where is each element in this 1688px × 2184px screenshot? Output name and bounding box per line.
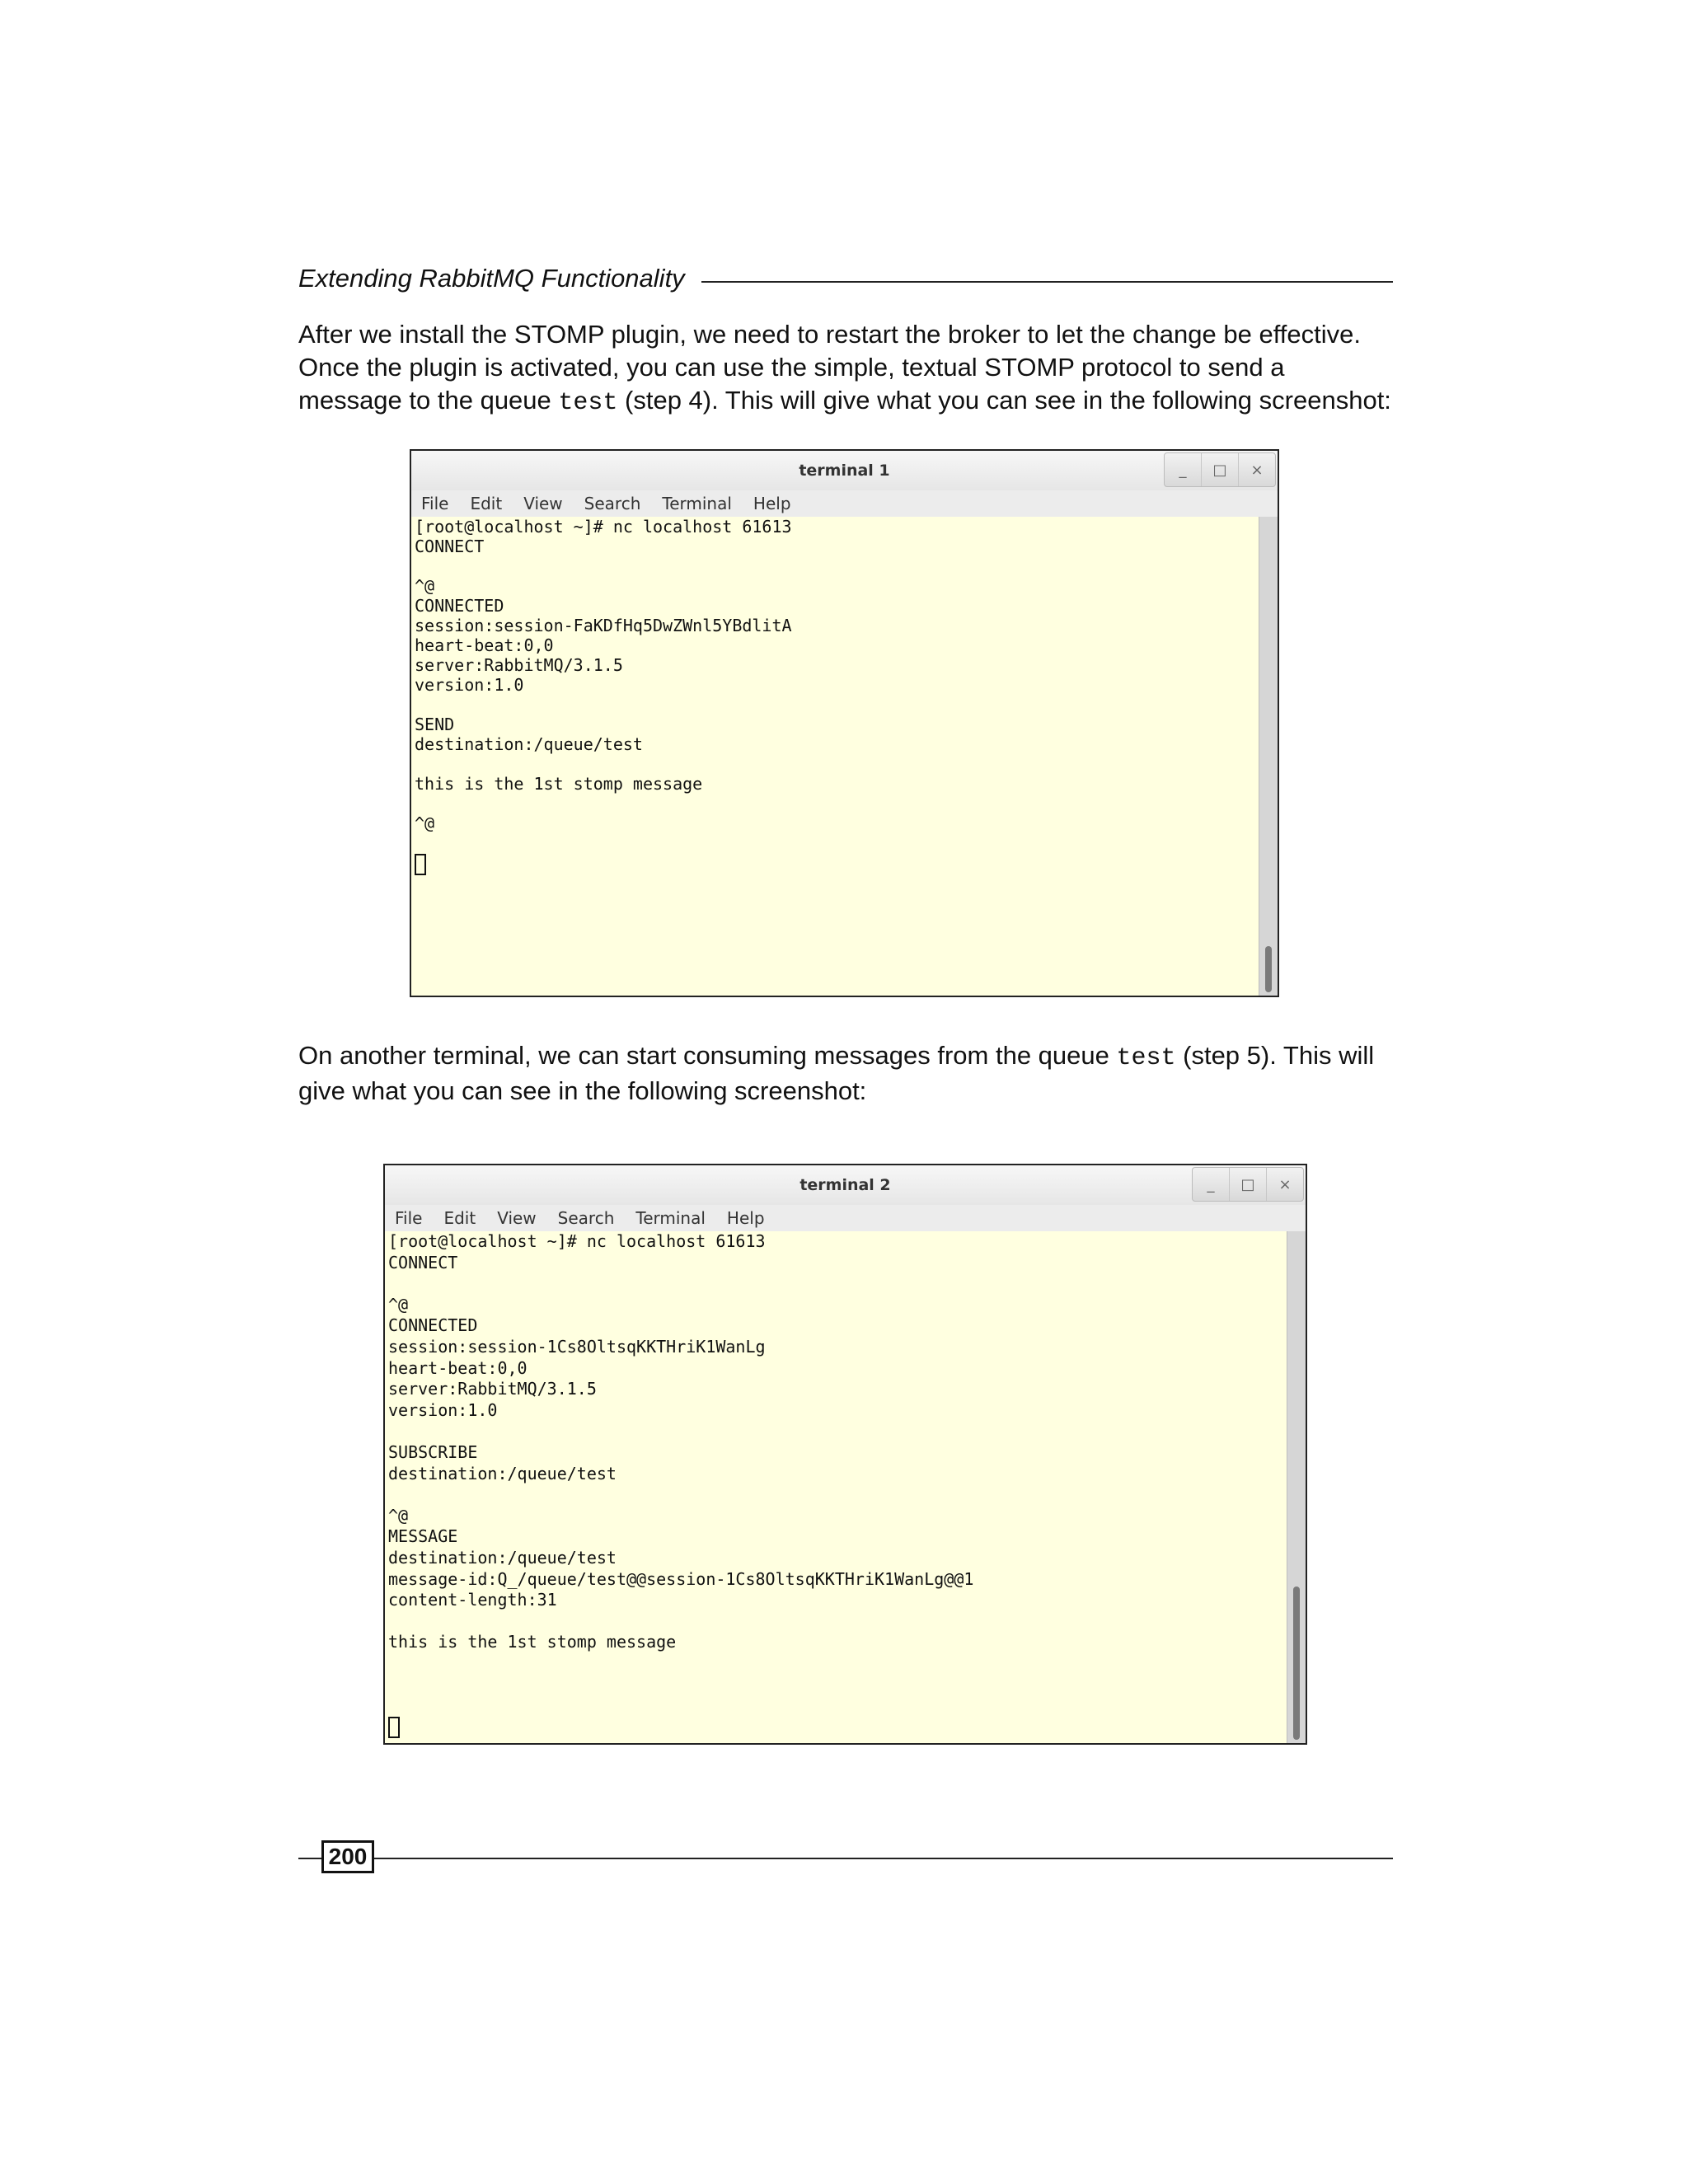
menu-file[interactable]: File [395,1208,423,1228]
terminal-line [411,754,1259,774]
page-footer [298,1840,1393,1877]
terminal-line [385,1695,1287,1717]
terminal-line: message-id:Q_/queue/test@@session-1Cs8OltsqKKTHriK1WanLg@@1 [388,1568,974,1589]
terminal-2-menubar [385,1205,1306,1231]
terminal-line: server:RabbitMQ/3.1.5 [415,655,623,675]
footer-rule-left [298,1858,321,1859]
terminal-line [385,1611,1287,1633]
maximize-icon[interactable]: □ [1229,1168,1266,1201]
terminal-2-scroll-thumb[interactable] [1293,1586,1300,1740]
terminal-line: heart-beat:0,0 [388,1357,528,1378]
maximize-icon[interactable]: □ [1201,453,1238,486]
terminal-line: [root@localhost ~]# nc localhost 61613 [415,517,792,537]
terminal-line: version:1.0 [388,1399,498,1420]
terminal-line: CONNECTED [388,1315,478,1336]
terminal-line [385,1653,1287,1675]
minimize-icon[interactable]: _ [1179,461,1187,479]
terminal-line: content-length:31 [388,1590,557,1610]
menu-file[interactable]: File [421,494,449,513]
terminal-line [411,833,1259,853]
menu-help[interactable]: Help [753,494,791,513]
menu-help[interactable]: Help [726,1208,765,1228]
paragraph-intro-text-1: After we install the STOMP plugin, we need to restart the broker to let the change be effective. Once the plugin is activated, you can use the simple, textual STOMP protocol to send a message to the queue [298,320,1361,415]
terminal-line: server:RabbitMQ/3.1.5 [388,1379,597,1399]
terminal-line: destination:/queue/test [388,1547,617,1568]
terminal-1-window-controls [1164,452,1276,487]
terminal-1-title: terminal 1 [799,462,890,480]
terminal-1-scroll-thumb[interactable] [1265,946,1272,992]
terminal-2-output[interactable] [385,1231,1287,1743]
terminal-1-output[interactable] [411,517,1259,996]
terminal-line: destination:/queue/test [388,1463,617,1483]
terminal-cursor-line [411,853,1259,873]
menu-edit[interactable]: Edit [443,1208,476,1228]
close-icon[interactable]: × [1238,453,1275,486]
terminal-line [411,695,1259,715]
menu-terminal[interactable]: Terminal [635,1208,706,1228]
terminal-line: CONNECT [388,1252,458,1272]
terminal-cursor-line [385,1717,1287,1738]
terminal-line [385,1421,1287,1442]
terminal-1-titlebar[interactable] [411,451,1278,490]
close-icon[interactable]: × [1266,1168,1303,1201]
terminal-2-window-controls [1192,1167,1304,1202]
terminal-line: session:session-1Cs8OltsqKKTHriK1WanLg [388,1336,766,1357]
terminal-line: heart-beat:0,0 [415,635,554,655]
minimize-icon[interactable]: _ [1207,1175,1215,1193]
footer-rule-right [374,1858,1393,1859]
terminal-line: this is the 1st stomp message [415,774,703,794]
terminal-line: destination:/queue/test [415,734,643,754]
terminal-2-scrollbar[interactable] [1287,1231,1306,1743]
paragraph-intro [298,318,1395,419]
terminal-line: [root@localhost ~]# nc localhost 61613 [388,1231,766,1251]
terminal-line: ^@ [415,813,435,833]
terminal-window-1 [410,449,1279,997]
terminal-2-title: terminal 2 [799,1176,891,1194]
menu-search[interactable]: Search [584,494,641,513]
terminal-line: this is the 1st stomp message [388,1632,677,1652]
terminal-line: ^@ [388,1505,409,1526]
paragraph-consume-text-2: (step 5). This will give what you can see in the following screenshot: [298,1041,1375,1105]
terminal-line: ^@ [388,1294,409,1315]
terminal-line: MESSAGE [388,1526,458,1547]
terminal-1-scrollbar[interactable] [1259,517,1278,996]
terminal-line [385,1273,1287,1295]
terminal-line: ^@ [415,576,435,596]
page-number: 200 [321,1840,374,1873]
terminal-cursor [388,1717,400,1738]
menu-search[interactable]: Search [557,1208,615,1228]
inline-code-test: test [558,389,618,417]
menu-edit[interactable]: Edit [470,494,503,513]
terminal-line: CONNECT [415,537,485,556]
terminal-line [411,794,1259,813]
terminal-line: SUBSCRIBE [388,1441,478,1462]
paragraph-intro-text-2: (step 4). This will give what you can see in the following screenshot: [617,386,1391,415]
terminal-line: CONNECTED [415,596,504,616]
terminal-2-titlebar[interactable] [385,1165,1306,1205]
terminal-line [385,1674,1287,1695]
menu-terminal[interactable]: Terminal [662,494,732,513]
header-rule [701,281,1393,283]
menu-view[interactable]: View [523,494,563,513]
inline-code-test: test [1116,1044,1176,1072]
menu-view[interactable]: View [497,1208,537,1228]
paragraph-consume [298,1039,1395,1108]
chapter-title: Extending RabbitMQ Functionality [298,264,685,293]
terminal-line: version:1.0 [415,675,524,695]
terminal-cursor [415,854,426,875]
paragraph-consume-text-1: On another terminal, we can start consuming messages from the queue [298,1041,1117,1070]
terminal-line [411,556,1259,576]
terminal-line [385,1484,1287,1506]
terminal-line: session:session-FaKDfHq5DwZWnl5YBdlitA [415,616,792,635]
terminal-window-2 [383,1164,1307,1745]
terminal-1-menubar [411,490,1278,517]
terminal-line: SEND [415,715,455,734]
running-header [298,260,1393,297]
